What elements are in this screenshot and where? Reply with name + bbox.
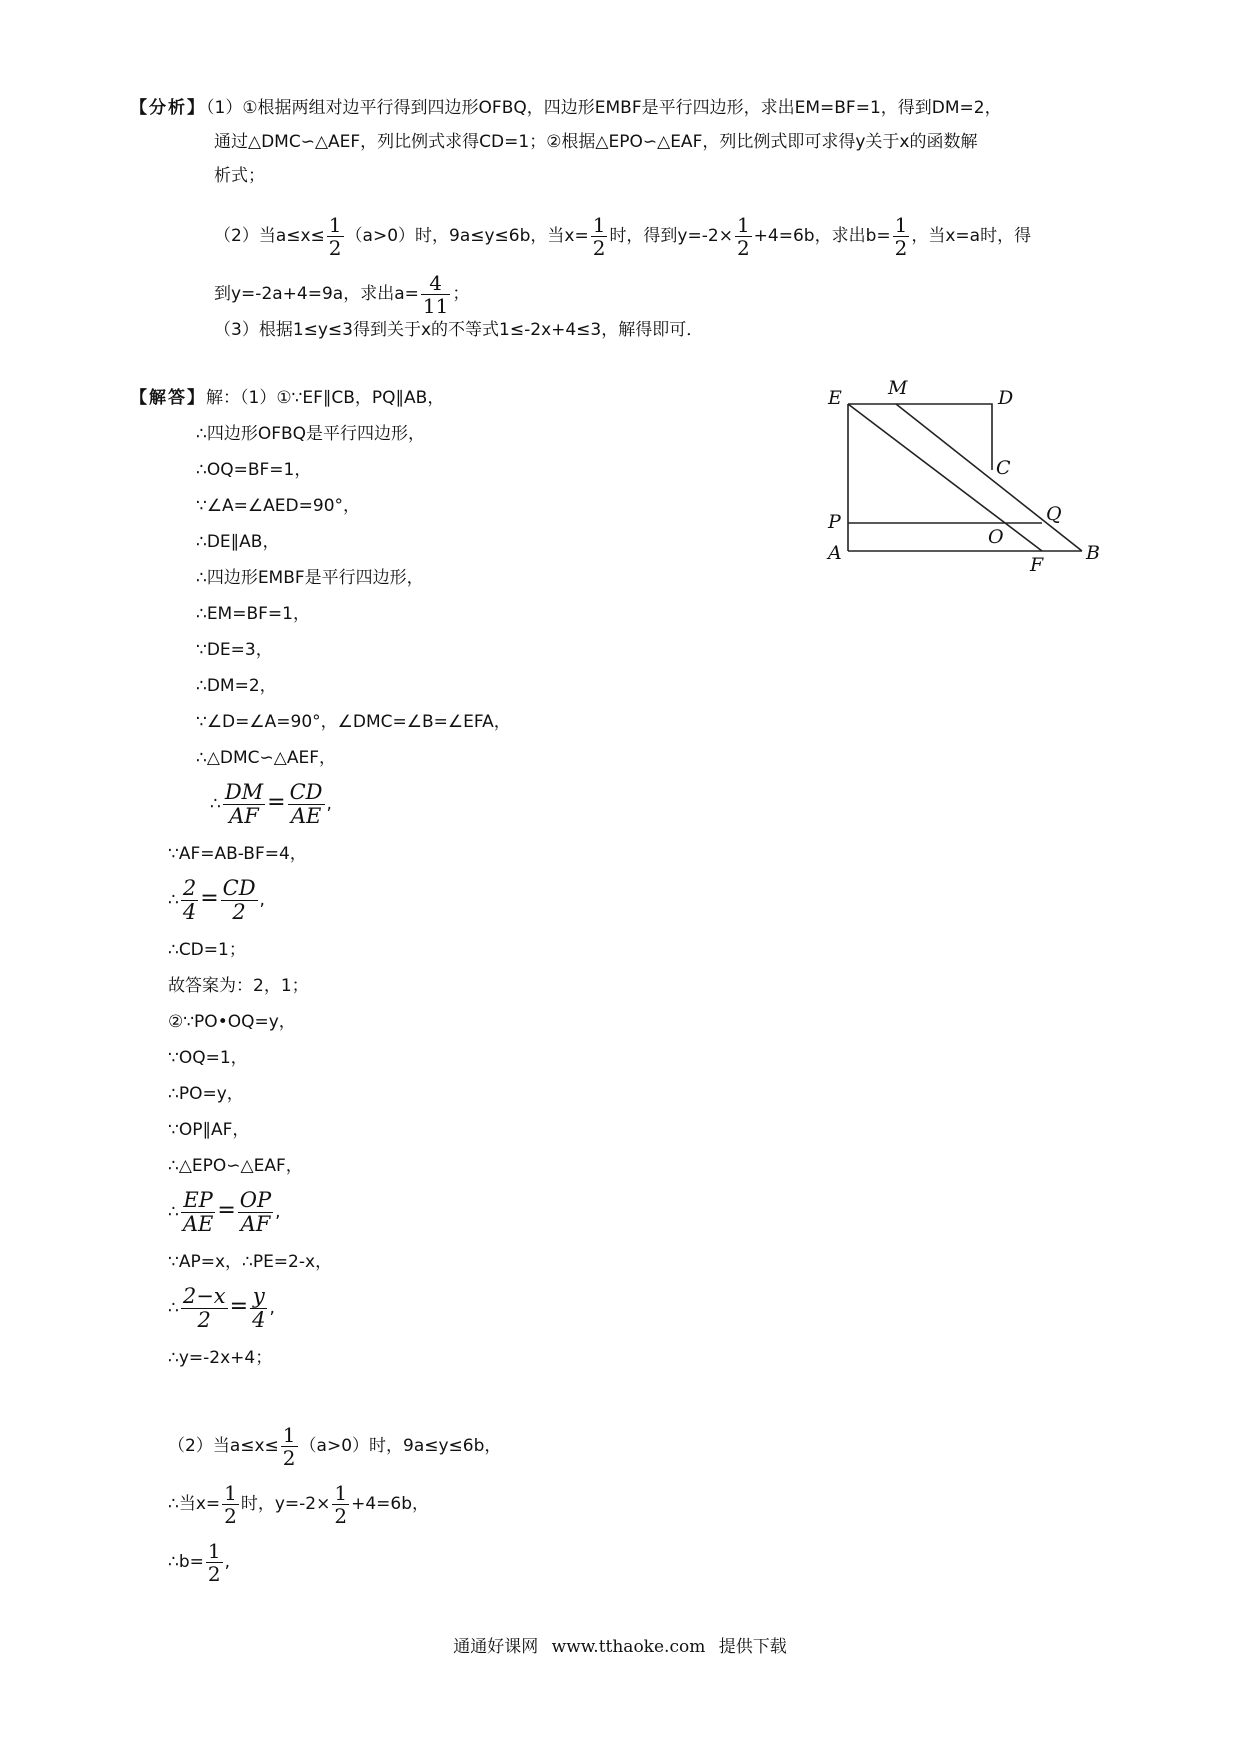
fraction-one-half: $\frac{1}{2}$ <box>894 212 908 260</box>
solution-line: ∴DM=2， <box>196 676 277 696</box>
solution-line: 故答案为：2，1； <box>168 976 309 996</box>
analysis-tag: 【分析】 <box>130 98 206 118</box>
solution-line: ∴OQ=BF=1， <box>196 460 312 480</box>
label-D: D <box>998 387 1014 409</box>
fraction-four-elevenths: $\frac{4}{11}$ <box>422 270 449 318</box>
solution-line-0: 【解答】解：（1）①∵EF∥CB，PQ∥AB， <box>130 388 445 408</box>
solution-line: ∴四边形EMBF是平行四边形， <box>196 568 424 588</box>
solution-line: ∴△DMC∽△AEF， <box>196 748 336 768</box>
solution-line: ∵∠D=∠A=90°，∠DMC=∠B=∠EFA， <box>196 712 511 732</box>
fraction-one-half: $\frac{1}{2}$ <box>592 212 606 260</box>
solution-line: ∵DE=3， <box>196 640 273 660</box>
analysis-line-2: 通过△DMC∽△AEF，列比例式求得CD=1；②根据△EPO∽△EAF，列比例式即可求得y关于x的函数解 <box>214 132 978 152</box>
equation-2-x-y-4: ∴ $\frac{2-x}{2}$ = $\frac{y}{4}$ , <box>168 1283 275 1332</box>
solution-line: ∴四边形OFBQ是平行四边形， <box>196 424 426 444</box>
solution-tag: 【解答】 <box>130 388 206 408</box>
label-Q: Q <box>1046 503 1062 525</box>
segment-ef <box>848 404 1042 551</box>
equation-ep-ae-op-af: ∴ $\frac{EP}{AE}$ = $\frac{OP}{AF}$ , <box>168 1187 281 1236</box>
label-E: E <box>828 387 842 409</box>
solution-line: ∵OP∥AF， <box>168 1120 250 1140</box>
solution-line: ∴EM=BF=1， <box>196 604 310 624</box>
solution-part-2-line-1: （2）当a≤x≤ $\frac{1}{2}$ （a>0）时，9a≤y≤6b， <box>168 1422 502 1470</box>
footer-url: www.tthaoke.com <box>551 1637 706 1657</box>
solution-line: ∵AF=AB-BF=4， <box>168 844 307 864</box>
page-footer: 通通好课网 www.tthaoke.com 提供下载 <box>453 1637 787 1657</box>
solution-part-2-line-2: ∴当x= $\frac{1}{2}$ 时，y=-2× $\frac{1}{2}$ +4=6b， <box>168 1480 430 1528</box>
analysis-line-3: 析式； <box>214 166 265 186</box>
label-O: O <box>988 526 1004 548</box>
label-P: P <box>828 511 841 533</box>
label-C: C <box>996 457 1011 479</box>
geometry-figure <box>820 370 1120 580</box>
label-B: B <box>1086 542 1100 564</box>
solution-line: ②∵PO•OQ=y， <box>168 1012 296 1032</box>
equation-2-4-cd-2: ∴ $\frac{2}{4}$ = $\frac{CD}{2}$ , <box>168 875 265 924</box>
solution-line: ∴CD=1； <box>168 940 246 960</box>
fraction-one-half: $\frac{1}{2}$ <box>328 212 342 260</box>
solution-line: ∴PO=y， <box>168 1084 244 1104</box>
solution-line: ∴y=-2x+4； <box>168 1348 273 1368</box>
label-M: M <box>888 377 908 399</box>
solution-line: ∵AP=x，∴PE=2-x， <box>168 1252 333 1272</box>
solution-line: ∴DE∥AB， <box>196 532 280 552</box>
label-A: A <box>828 542 842 564</box>
analysis-part-3: （3）根据1≤y≤3得到关于x的不等式1≤-2x+4≤3，解得即可． <box>214 320 704 340</box>
label-F: F <box>1030 554 1044 576</box>
solution-line: ∵OQ=1， <box>168 1048 248 1068</box>
fraction-one-half: $\frac{1}{2}$ <box>736 212 750 260</box>
solution-line: ∴△EPO∽△EAF， <box>168 1156 303 1176</box>
analysis-line-1: 【分析】（1）①根据两组对边平行得到四边形OFBQ，四边形EMBF是平行四边形，求出EM=BF=1，得到DM=2， <box>130 98 1002 118</box>
solution-line: ∵∠A=∠AED=90°， <box>196 496 361 516</box>
equation-dm-af-cd-ae: ∴ $\frac{DM}{AF}$ = $\frac{CD}{AE}$ , <box>210 779 332 828</box>
analysis-part-2-line-2: 到y=-2a+4=9a，求出a= $\frac{4}{11}$ ； <box>214 270 470 318</box>
analysis-part-2-line-1: （2）当a≤x≤ $\frac{1}{2}$ （a>0）时，9a≤y≤6b，当x= $\frac{1}{2}$ 时，得到y=-2× $\frac{1}{2}$ +4=6b，求出b= $\frac{1}{2}$ ，当x=a时，得 <box>214 212 1032 260</box>
solution-part-2-line-3: ∴b= $\frac{1}{2}$ , <box>168 1538 230 1586</box>
segment-ed-dc <box>848 404 992 470</box>
